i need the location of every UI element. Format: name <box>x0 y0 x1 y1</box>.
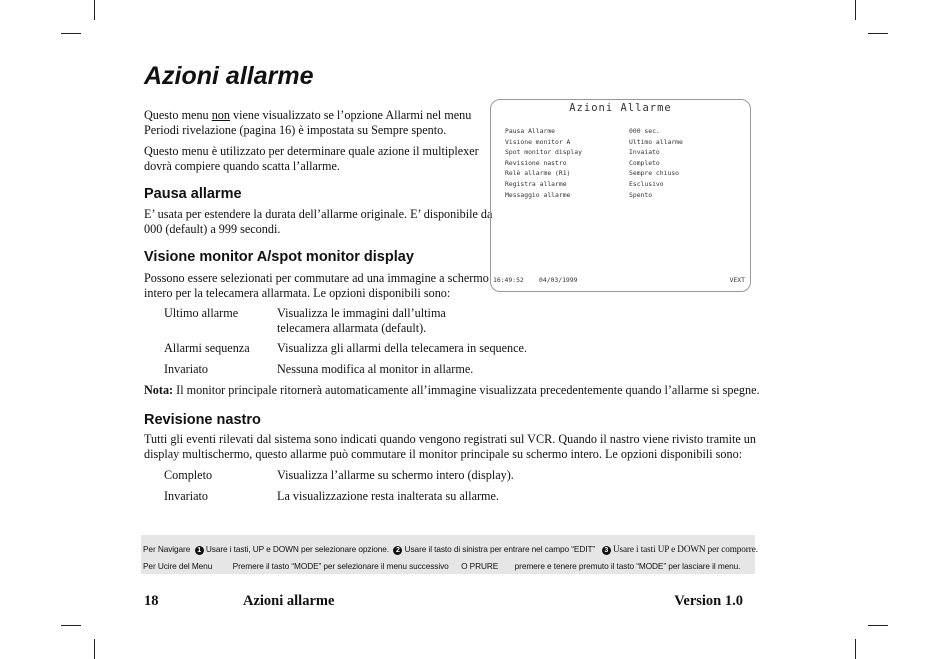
screen-row-value: Completo <box>629 159 660 167</box>
intro-paragraph-2 <box>144 144 479 173</box>
section-heading-pausa: Pausa allarme <box>144 186 242 202</box>
crop-mark <box>61 33 81 34</box>
intro-paragraph-1 <box>144 108 471 137</box>
step-1-icon: 1 <box>195 546 204 555</box>
page-title: Azioni allarme <box>144 62 314 90</box>
visione-text: Possono essere selezionati per commutare ad una immagine a schermo <box>144 271 489 285</box>
crop-mark <box>94 0 95 20</box>
screen-row-value: Esclusivo <box>629 180 664 188</box>
pausa-text: 000 (default) a 999 secondi. <box>144 221 281 236</box>
screen-date: 04/03/1999 <box>539 276 578 284</box>
screen-row-label: Pausa Allarme <box>505 127 556 135</box>
crop-mark <box>94 639 95 659</box>
page-number: 18 <box>144 593 159 609</box>
option-desc-line: Visualizza le immagini dall’ultima <box>277 306 446 320</box>
revisione-paragraph <box>144 432 756 461</box>
screen-row-value: Spento <box>629 191 653 199</box>
crop-mark <box>855 0 856 20</box>
intro-emphasis: non <box>211 108 230 122</box>
screen-row-value: 000 sec. <box>629 127 660 135</box>
intro-text: viene visualizzato se l’opzione Allarmi nel menu <box>229 108 472 122</box>
screen-vext: VEXT <box>729 276 745 284</box>
note-text: Il monitor principale ritornerà automaticamente all’immagine visualizzata precedentemente quando l’allarme si spegne. <box>173 383 760 397</box>
option-name: Completo <box>164 468 213 482</box>
screen-row-value: Invaiato <box>629 148 660 156</box>
navigation-help-bar <box>141 535 758 574</box>
screen-time: 16:49:52 <box>493 276 524 284</box>
section-heading-revisione: Revisione nastro <box>144 412 261 428</box>
screen-row-label: Revisione nastro <box>505 159 567 167</box>
intro-text: Questo menu <box>144 108 212 122</box>
step-3-icon: 3 <box>602 546 611 555</box>
screen-title: Azioni Allarme <box>569 102 672 114</box>
screen-row-label: Spot monitor display <box>505 148 582 156</box>
osd-screen-illustration <box>490 99 751 292</box>
nav-step-text: Premere il tasto “MODE” per selezionare il menu successivo <box>232 561 449 571</box>
option-description: Visualizza l’allarme su schermo intero (display). <box>277 468 514 482</box>
crop-mark <box>868 625 888 626</box>
footer-version: Version 1.0 <box>674 593 743 609</box>
intro-text: dovrà compiere quando scatta l’allarme. <box>144 158 340 173</box>
revisione-text: Tutti gli eventi rilevati dal sistema sono indicati quando vengono registrati sul VCR. Quando il nastro viene rivisto tramite un <box>144 432 756 446</box>
option-description: Visualizza gli allarmi della telecamera in sequence. <box>277 341 528 355</box>
nav-line-2 <box>143 561 740 571</box>
option-desc-line: telecamera allarmata (default). <box>277 320 427 335</box>
option-name: Allarmi sequenza <box>164 341 250 355</box>
screen-row-label: Messaggio allarme <box>505 191 571 199</box>
step-2-icon: 2 <box>393 546 402 555</box>
screen-row-value: Ultimo allarme <box>629 138 683 146</box>
screen-row-label: Visione monitor A <box>505 138 571 146</box>
nav-line-1 <box>143 544 758 555</box>
nav-step-text: O PRURE <box>461 561 499 571</box>
visione-paragraph <box>144 271 489 300</box>
intro-text: Periodi rivelazione (pagina 16) è impostata su Sempre spento. <box>144 122 447 137</box>
pausa-paragraph <box>144 207 492 236</box>
option-name: Ultimo allarme <box>164 306 239 320</box>
visione-text: intero per la telecamera allarmata. Le opzioni disponibili sono: <box>144 285 451 300</box>
section-heading-visione: Visione monitor A/spot monitor display <box>144 249 414 265</box>
nav-label: Per Ucire del Menu <box>143 561 213 571</box>
note-paragraph <box>144 383 760 398</box>
screen-row-label: Registra allarme <box>505 180 567 188</box>
nav-step-text: premere e tenere premuto il tasto “MODE” per lasciare il menu. <box>514 561 741 571</box>
option-description: La visualizzazione resta inalterata su allarme. <box>277 489 499 503</box>
footer-section-title: Azioni allarme <box>243 593 335 609</box>
nav-label: Per Navigare <box>143 544 191 554</box>
nav-step-text: Usare i tasti, UP e DOWN per selezionare opzione. <box>205 544 389 554</box>
option-name: Invariato <box>164 489 208 503</box>
crop-mark <box>61 625 81 626</box>
screen-row-value: Sempre chiuso <box>629 169 680 177</box>
screen-row-label: Relè allarme (R1) <box>505 169 571 177</box>
intro-text: Questo menu è utilizzato per determinare quale azione il multiplexer <box>144 144 479 158</box>
note-label: Nota: <box>144 383 174 397</box>
crop-mark <box>868 33 888 34</box>
crop-mark <box>855 639 856 659</box>
nav-step-text: Usare i tasti UP e DOWN per comporre. <box>612 544 758 554</box>
revisione-text: display multischermo, questo allarme può commutare il monitor principale su schermo intero. Le opzioni disponibili sono: <box>144 446 743 461</box>
option-name: Invariato <box>164 362 208 376</box>
option-description <box>277 306 446 335</box>
nav-step-text: Usare il tasto di sinistra per entrare nel campo “EDIT” <box>404 544 596 554</box>
pausa-text: E’ usata per estendere la durata dell’allarme originale. E’ disponibile da <box>144 207 493 221</box>
option-description: Nessuna modifica al monitor in allarme. <box>277 362 474 376</box>
